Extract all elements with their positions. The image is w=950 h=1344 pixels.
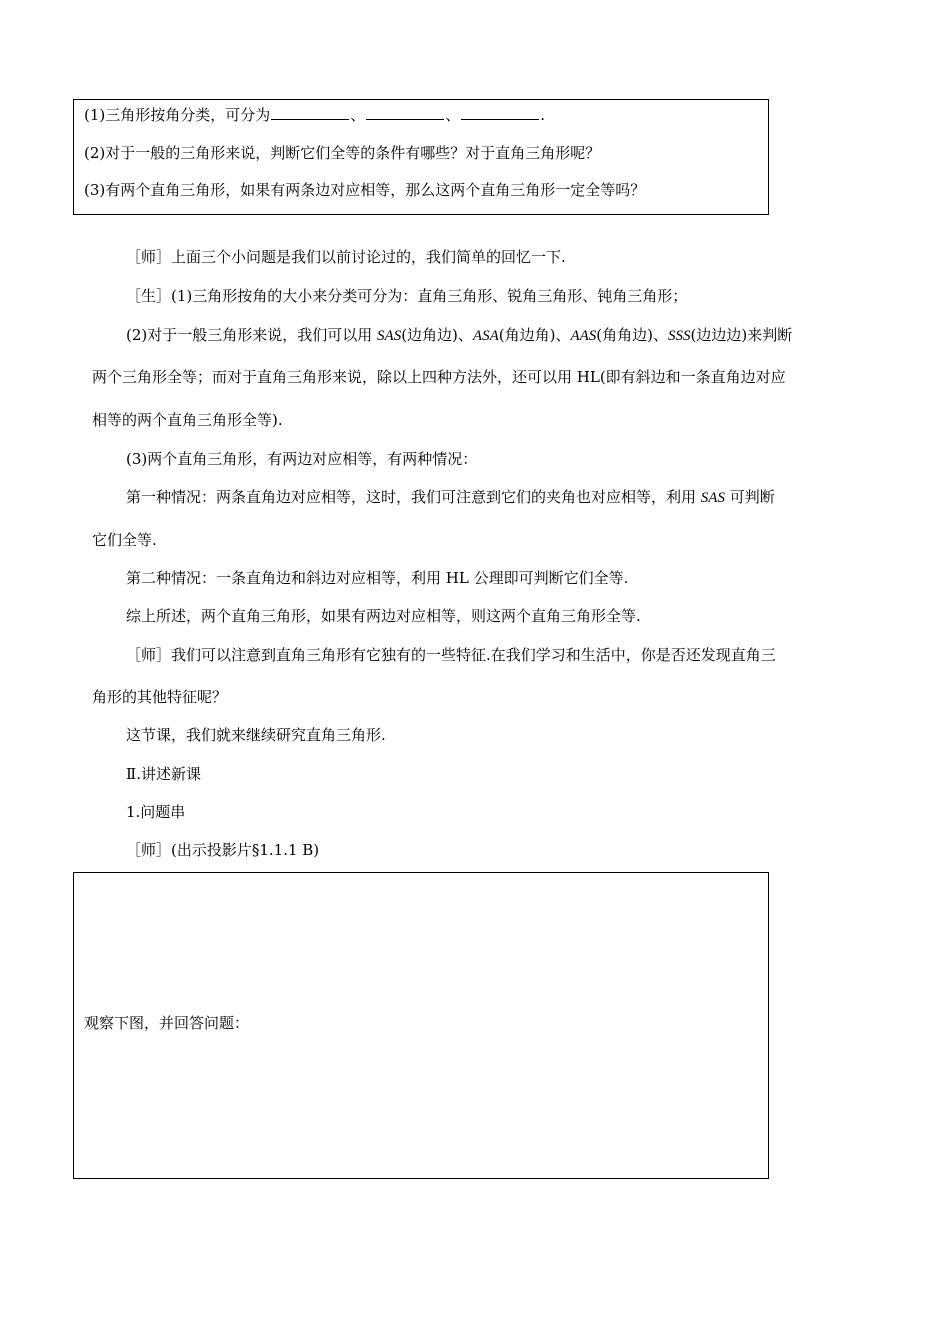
teacher-remark-2-line-2: 角形的其他特征呢？ [92, 688, 228, 706]
term-sas: SAS [377, 328, 402, 344]
teacher-remark-3: ［师］(出示投影片§1.1.1 B) [126, 841, 320, 859]
student-answer-3: (3)两个直角三角形，有两边对应相等，有两种情况： [126, 450, 478, 468]
section-heading: Ⅱ.讲述新课 [126, 765, 201, 783]
text-span: 第一种情况：两条直角边对应相等，这时，我们可注意到它们的夹角也对应相等，利用 [126, 488, 701, 506]
separator: 、 [445, 106, 461, 124]
slide-box-review-questions [73, 99, 769, 215]
observe-instruction: 观察下图，并回答问题： [84, 1014, 250, 1032]
separator: 、 [350, 106, 366, 124]
period: . [540, 106, 546, 124]
term-aas: AAS [570, 328, 597, 344]
term-sss: SSS [668, 328, 691, 344]
text-span: (边角边)、 [401, 326, 473, 344]
question-1-text: (1)三角形按角分类，可分为 [84, 106, 271, 124]
answer-blank-3 [461, 105, 539, 120]
lesson-intro: 这节课，我们就来继续研究直角三角形. [126, 726, 386, 744]
question-1 [84, 104, 545, 125]
text-span: 可判断 [724, 488, 775, 506]
teacher-remark-1: ［师］上面三个小问题是我们以前讨论过的，我们简单的回忆一下. [126, 248, 566, 266]
case-2: 第二种情况：一条直角边和斜边对应相等，利用 HL 公理即可判断它们全等. [126, 569, 629, 587]
case-1-line-1 [126, 486, 775, 507]
text-span: (边边边)来判断 [690, 326, 793, 344]
answer-blank-1 [271, 105, 349, 120]
case-1-line-2: 它们全等. [92, 531, 157, 549]
text-span: (角边角)、 [498, 326, 571, 344]
student-answer-2-line-3: 相等的两个直角三角形全等). [92, 411, 283, 429]
question-3: (3)有两个直角三角形，如果有两条边对应相等，那么这两个直角三角形一定全等吗？ [84, 181, 646, 199]
answer-blank-2 [366, 105, 444, 120]
student-answer-2-line-2: 两个三角形全等；而对于直角三角形来说，除以上四种方法外，还可以用 HL(即有斜边和一条直角边对应 [92, 368, 786, 386]
student-answer-1: ［生］(1)三角形按角的大小来分类可分为：直角三角形、锐角三角形、钝角三角形； [126, 287, 688, 305]
student-answer-2-line-1 [126, 324, 792, 345]
question-2: (2)对于一般的三角形来说，判断它们全等的条件有哪些？对于直角三角形呢？ [84, 144, 601, 162]
summary: 综上所述，两个直角三角形，如果有两边对应相等，则这两个直角三角形全等. [126, 607, 641, 625]
text-span: (角角边)、 [596, 326, 669, 344]
subsection-heading: 1.问题串 [126, 803, 186, 821]
slide-box-observe [73, 872, 769, 1179]
text-span: (2)对于一般三角形来说，我们可以用 [126, 326, 378, 344]
teacher-remark-2-line-1: ［师］我们可以注意到直角三角形有它独有的一些特征.在我们学习和生活中，你是否还发现直角三 [126, 646, 776, 664]
term-sas: SAS [700, 490, 725, 506]
term-asa: ASA [472, 328, 499, 344]
